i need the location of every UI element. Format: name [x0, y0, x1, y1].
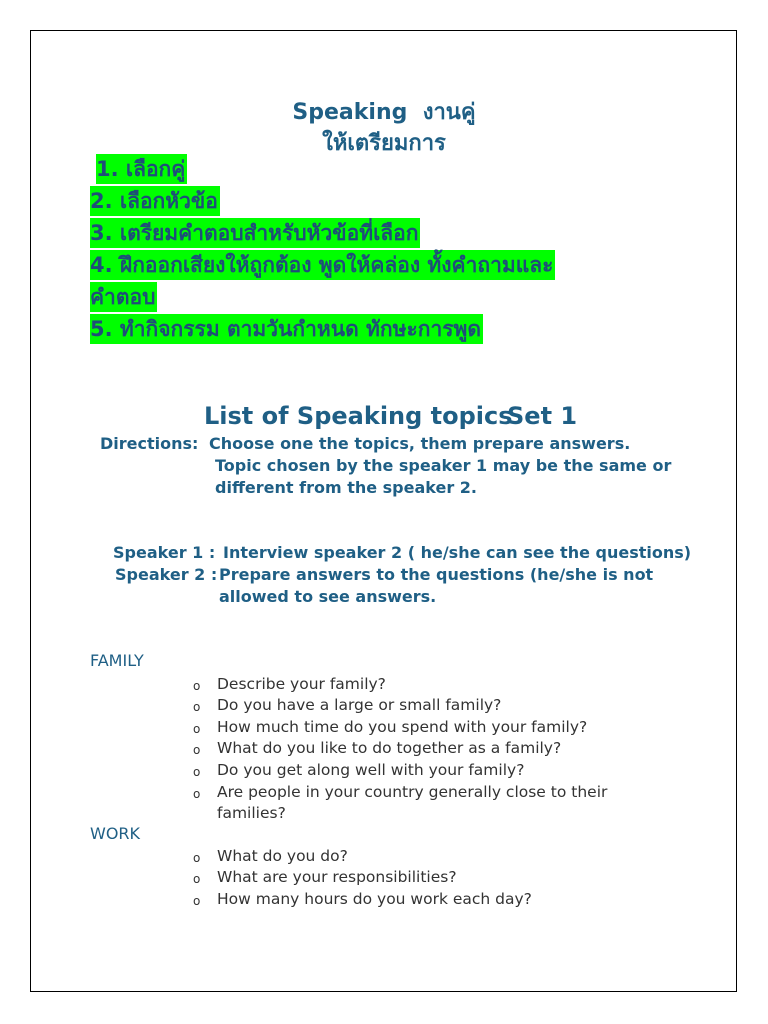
directions-line-1: Choose one the topics, them prepare answers.	[209, 434, 631, 453]
directions-line-3: different from the speaker 2.	[215, 478, 478, 497]
bullet-icon: o	[193, 743, 201, 757]
title-line	[0, 94, 768, 129]
step-3: 3. เตรียมคำตอบสำหรับหัวข้อที่เลือก	[90, 218, 420, 248]
title-thai: งานคู่	[422, 100, 476, 125]
step-2: 2. เลือกหัวข้อ	[90, 186, 220, 216]
family-question-6-continued: families?	[217, 804, 286, 822]
bullet-icon: o	[193, 765, 201, 779]
family-question-5: Do you get along well with your family?	[217, 761, 525, 779]
speaker-1-label: Speaker 1 :	[113, 543, 216, 562]
work-question-3: How many hours do you work each day?	[217, 890, 532, 908]
step-4-continued: คำตอบ	[90, 282, 157, 312]
directions-label: Directions:	[100, 434, 199, 453]
speaker-1-text: Interview speaker 2 ( he/she can see the questions)	[223, 543, 692, 562]
section-work-heading: WORK	[90, 824, 141, 843]
family-question-6: Are people in your country generally close to their	[217, 783, 608, 801]
bullet-icon: o	[193, 679, 201, 693]
directions-line-2: Topic chosen by the speaker 1 may be the same or	[215, 456, 672, 475]
bullet-icon: o	[193, 722, 201, 736]
topics-heading: List of Speaking topics	[204, 402, 513, 430]
family-question-2: Do you have a large or small family?	[217, 696, 502, 714]
speaker-2-text-line-1: Prepare answers to the questions (he/she is not	[219, 565, 654, 584]
subtitle: ให้เตรียมการ	[322, 131, 446, 156]
bullet-icon: o	[193, 851, 201, 865]
work-question-1: What do you do?	[217, 847, 348, 865]
speaker-2-label: Speaker 2 :	[115, 565, 218, 584]
title-english: Speaking	[292, 100, 408, 125]
step-5: 5. ทำกิจกรรม ตามวันกำหนด ทักษะการพูด	[90, 314, 483, 344]
bullet-icon: o	[193, 700, 201, 714]
family-question-3: How much time do you spend with your family?	[217, 718, 588, 736]
work-question-2: What are your responsibilities?	[217, 868, 457, 886]
bullet-icon: o	[193, 787, 201, 801]
family-question-4: What do you like to do together as a family?	[217, 739, 562, 757]
speaker-2-text-line-2: allowed to see answers.	[219, 587, 437, 606]
step-4: 4. ฝึกออกเสียงให้ถูกต้อง พูดให้คล่อง ทั้งคำถามและ	[90, 250, 555, 280]
bullet-icon: o	[193, 894, 201, 908]
set-label: Set 1	[507, 402, 578, 430]
section-family-heading: FAMILY	[90, 651, 144, 670]
family-question-1: Describe your family?	[217, 675, 386, 693]
step-1: 1. เลือกคู่	[96, 154, 187, 184]
bullet-icon: o	[193, 872, 201, 886]
